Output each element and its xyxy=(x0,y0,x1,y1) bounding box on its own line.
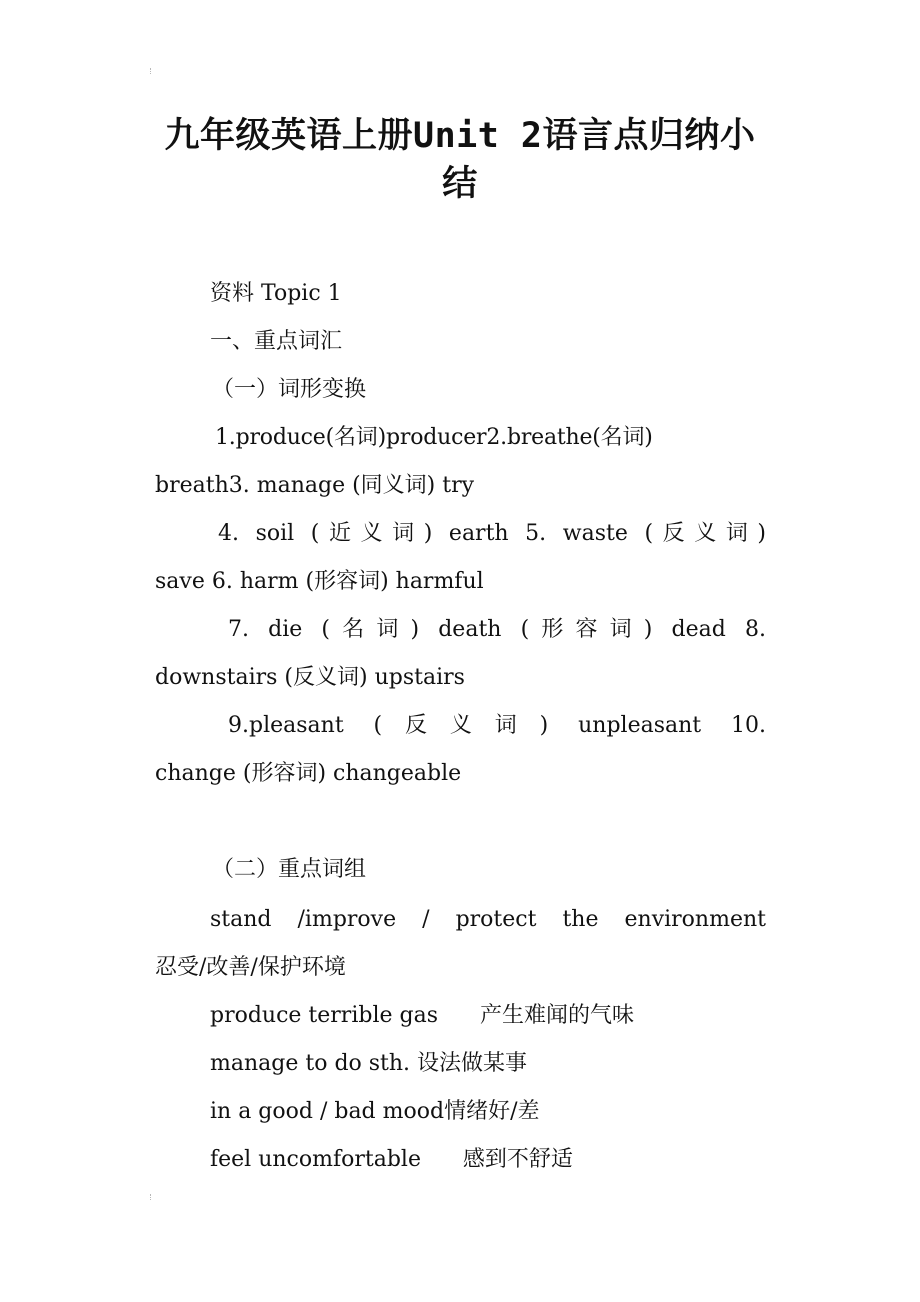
page-corner-mark xyxy=(150,1194,155,1200)
phrase-line: in a good / bad mood情绪好/差 xyxy=(210,1099,540,1124)
vocab-line: 1.produce(名词)producer2.breathe(名词) xyxy=(215,425,653,450)
phrase-line: 忍受/改善/保护环境 xyxy=(155,955,346,980)
vocab-line: change (形容词) changeable xyxy=(155,761,462,786)
document-title xyxy=(150,112,770,208)
title-line-1: 九年级英语上册Unit 2语言点归纳小 xyxy=(164,116,756,156)
topic-heading: 资料 Topic 1 xyxy=(210,281,342,306)
page-corner-mark xyxy=(150,68,155,74)
vocab-line: 7. die (名词) death (形容词) dead 8. xyxy=(228,617,766,642)
subsection-heading-phrases: （二）重点词组 xyxy=(212,857,367,882)
phrase-line: produce terrible gas 产生难闻的气味 xyxy=(210,1003,634,1028)
phrase-line: manage to do sth. 设法做某事 xyxy=(210,1051,528,1076)
subsection-heading-word-forms: （一）词形变换 xyxy=(212,377,367,402)
vocab-line: save 6. harm (形容词) harmful xyxy=(155,569,484,594)
vocab-line: 9.pleasant (反义词) unpleasant 10. xyxy=(228,713,766,738)
vocab-line: breath3. manage (同义词) try xyxy=(155,473,475,498)
section-heading-vocabulary: 一、重点词汇 xyxy=(210,329,343,354)
title-line-2: 结 xyxy=(442,164,478,204)
phrase-line: stand /improve / protect the environment xyxy=(210,907,766,932)
phrase-line: feel uncomfortable 感到不舒适 xyxy=(210,1147,573,1172)
vocab-line: 4. soil (近义词) earth 5. waste (反义词) xyxy=(218,521,766,546)
vocab-line: downstairs (反义词) upstairs xyxy=(155,665,465,690)
